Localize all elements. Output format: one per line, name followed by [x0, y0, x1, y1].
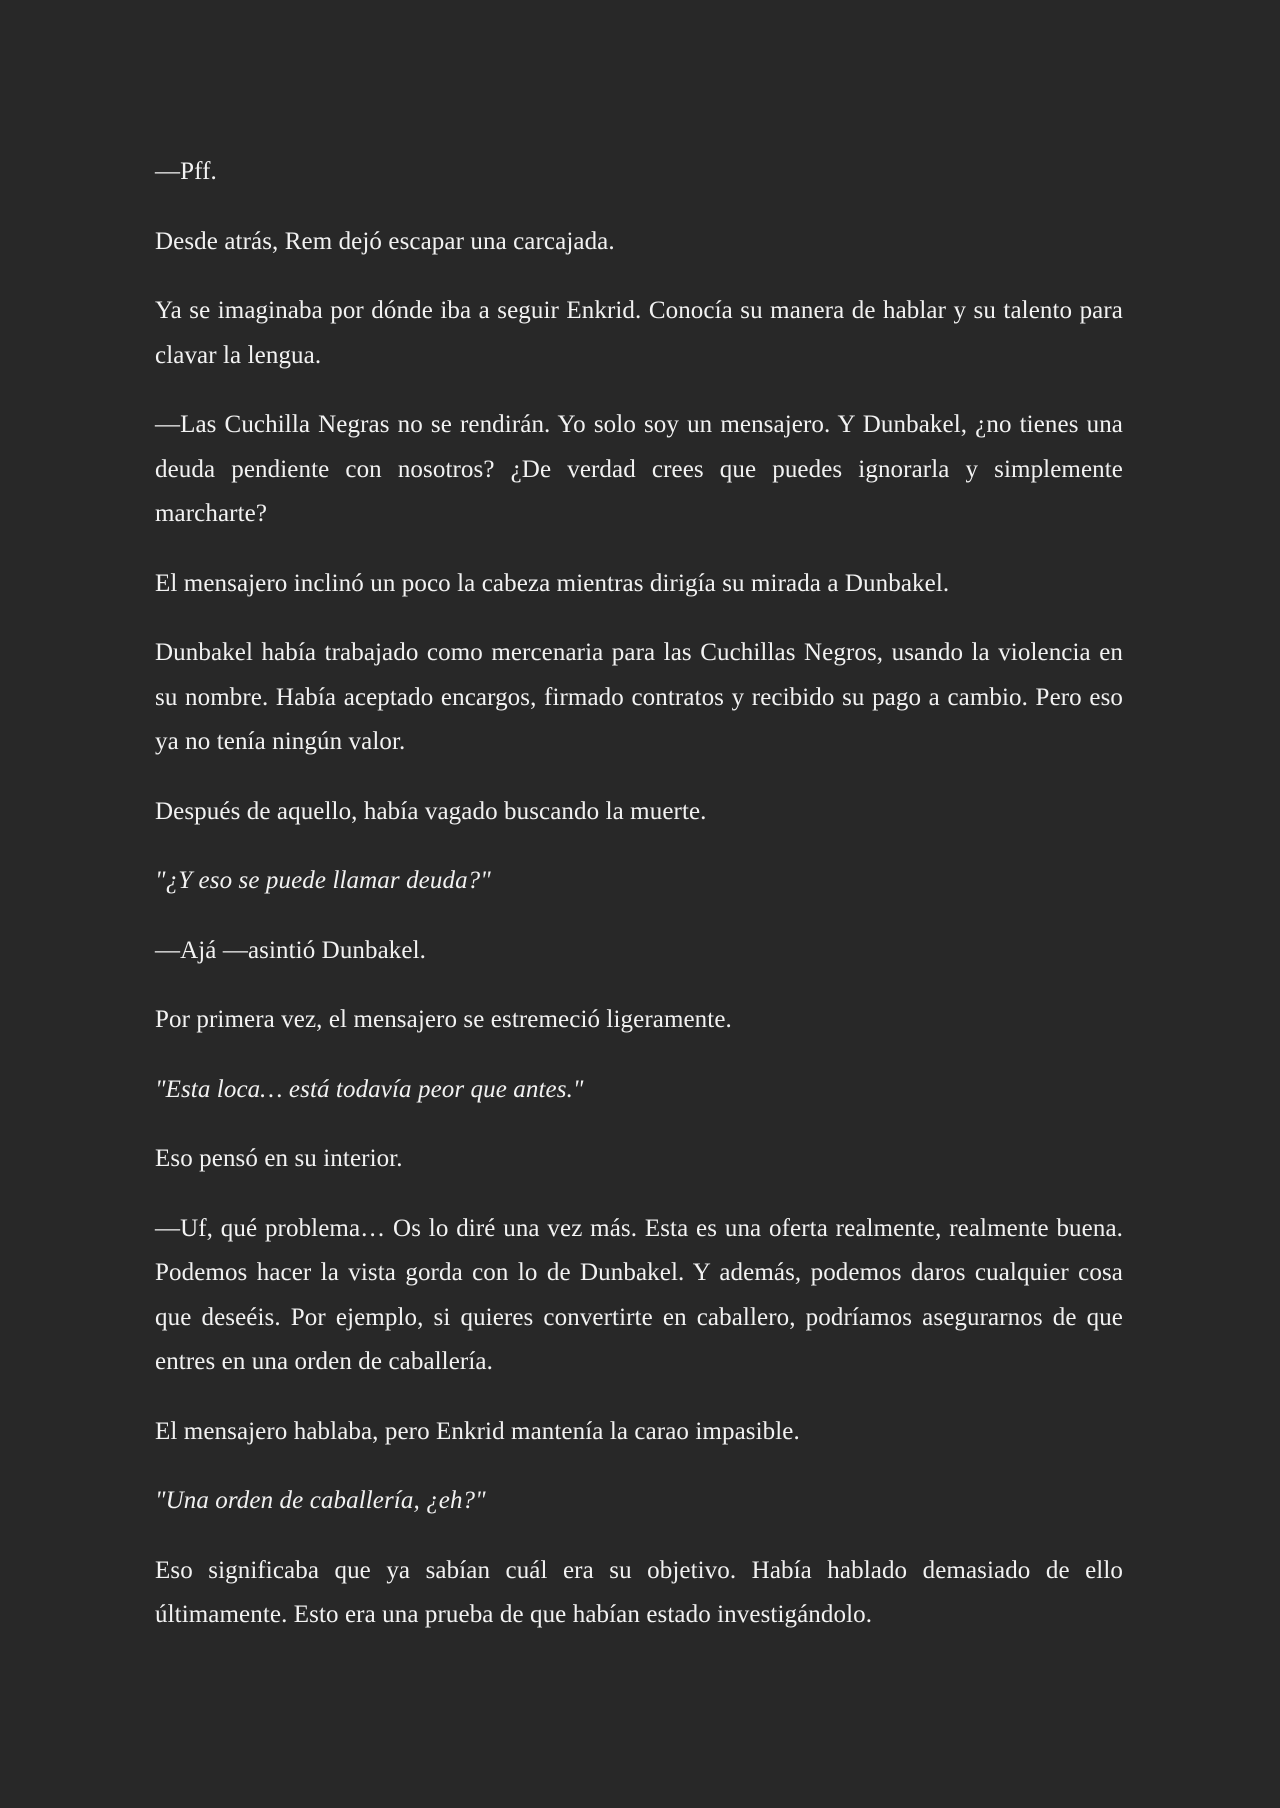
- paragraph-3: Ya se imaginaba por dónde iba a seguir Enkrid. Conocía su manera de hablar y su talento para clavar la lengua.: [155, 297, 1123, 369]
- paragraph-5: El mensajero inclinó un poco la cabeza mientras dirigía su mirada a Dunbakel.: [155, 569, 950, 597]
- paragraph-2: Desde atrás, Rem dejó escapar una carcajada.: [155, 227, 615, 255]
- paragraph-10: Por primera vez, el mensajero se estremeció ligeramente.: [155, 1006, 732, 1033]
- paragraph-4: —Las Cuchilla Negras no se rendirán. Yo solo soy un mensajero. Y Dunbakel, ¿no tienes una deuda pendiente con nosotros? ¿De verdad crees que puedes ignorarla y simplemente marcharte?: [155, 411, 1123, 527]
- paragraph-16: Eso significaba que ya sabían cuál era su objetivo. Había hablado demasiado de ello últimamente. Esto era una prueba de que habían estado investigándolo.: [155, 1556, 1123, 1628]
- paragraph-9: —Ajá —asintió Dunbakel.: [155, 936, 427, 964]
- paragraph-1: —Pff.: [155, 158, 217, 185]
- paragraph-7: Después de aquello, había vagado buscando la muerte.: [155, 797, 707, 825]
- thought-paragraph-8: "¿Y eso se puede llamar deuda?": [155, 867, 491, 894]
- paragraph-12: Eso pensó en su interior.: [155, 1145, 403, 1172]
- paragraph-6: Dunbakel había trabajado como mercenaria para las Cuchillas Negros, usando la violencia en su nombre. Había aceptado encargos, firmado contratos y recibido su pago a cambio. Pero eso ya no tenía ningún valor.: [155, 639, 1123, 755]
- thought-paragraph-11: "Esta loca… está todavía peor que antes.": [155, 1075, 584, 1103]
- paragraph-14: El mensajero hablaba, pero Enkrid mantenía la carao impasible.: [155, 1417, 800, 1445]
- thought-paragraph-15: "Una orden de caballería, ¿eh?": [155, 1487, 486, 1514]
- paragraph-13: —Uf, qué problema… Os lo diré una vez más. Esta es una oferta realmente, realmente buena. Podemos hacer la vista gorda con lo de Dunbakel. Y además, podemos daros cualquier cosa que deseéis. Por ejemplo, si quieres convertirte en caballero, podríamos asegurarnos de que entres en una orden de caballería.: [155, 1214, 1123, 1375]
